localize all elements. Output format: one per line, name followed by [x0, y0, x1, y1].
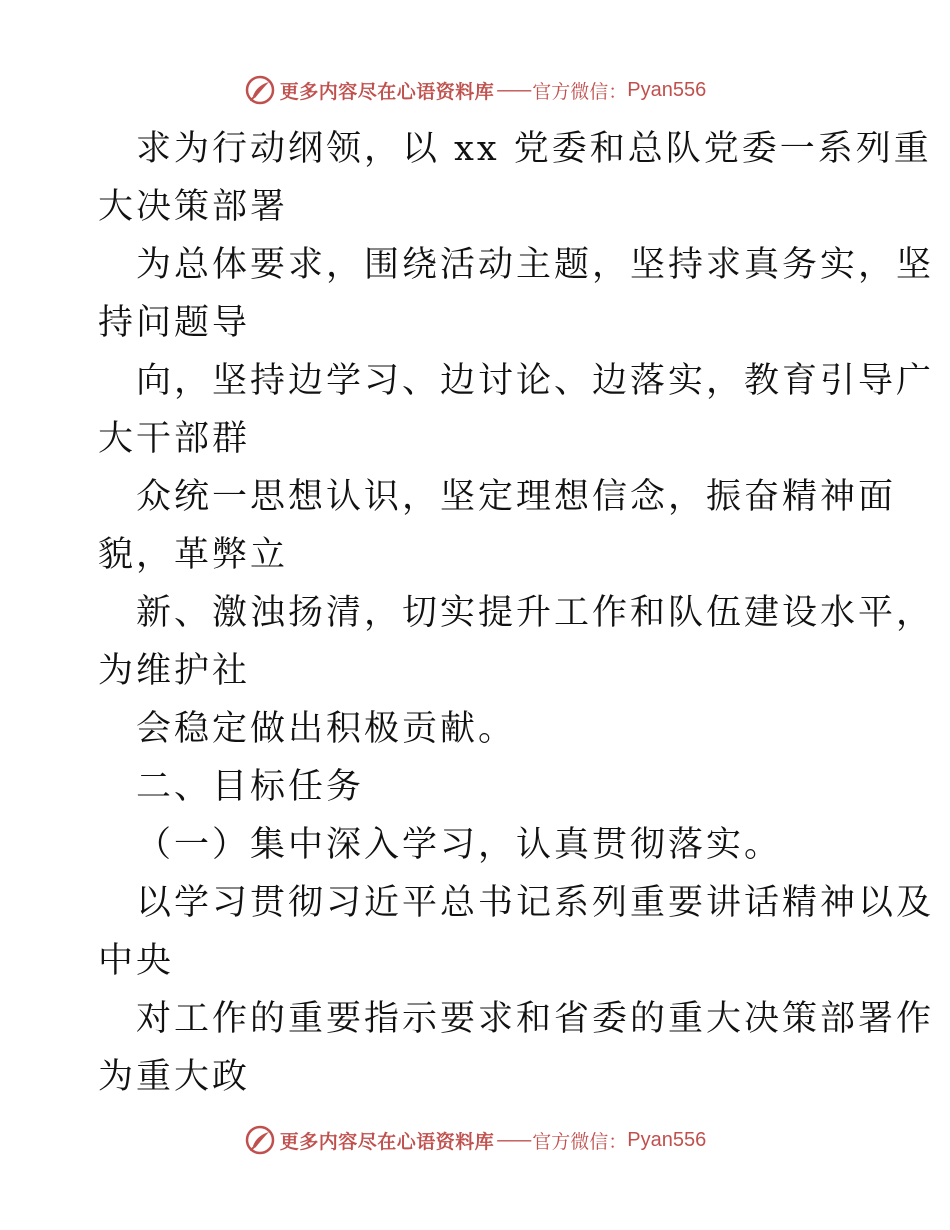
- body-line: 为维护社: [98, 651, 251, 691]
- banner-wechat-id: Pyan556: [627, 78, 707, 101]
- body-line: 以学习贯彻习近平总书记系列重要讲话精神以及: [136, 883, 935, 923]
- body-line: 中央: [98, 941, 175, 981]
- body-line: 求为行动纲领，以 xx 党委和总队党委一系列重: [136, 129, 932, 169]
- footer-banner: [0, 1120, 950, 1160]
- document-body: [98, 120, 935, 1106]
- body-line: 为重大政: [98, 1057, 251, 1097]
- banner-dash: ——: [496, 1129, 531, 1151]
- brand-logo-icon: [244, 1124, 276, 1156]
- body-line: 众统一思想认识，坚定理想信念，振奋精神面: [136, 477, 897, 517]
- body-line: 貌，革弊立: [98, 535, 289, 575]
- banner-main-text: 更多内容尽在心语资料库: [279, 80, 495, 103]
- section-heading: 二、目标任务: [136, 767, 365, 807]
- body-line: 持问题导: [98, 303, 251, 343]
- banner-wechat-label: 官方微信：: [532, 80, 628, 103]
- body-line: 大干部群: [98, 419, 251, 459]
- banner-wechat-id: Pyan556: [627, 1128, 707, 1151]
- body-line: 会稳定做出积极贡献。: [136, 709, 517, 749]
- header-banner: [0, 70, 950, 110]
- body-line: 大决策部署: [98, 187, 289, 227]
- banner-wechat-label: 官方微信：: [532, 1130, 628, 1153]
- body-line: 对工作的重要指示要求和省委的重大决策部署作: [136, 999, 935, 1039]
- body-line: 为总体要求，围绕活动主题，坚持求真务实，坚: [136, 245, 935, 285]
- banner-main-text: 更多内容尽在心语资料库: [279, 1130, 495, 1153]
- body-line: 向，坚持边学习、边讨论、边落实，教育引导广: [136, 361, 935, 401]
- subsection-heading: （一）集中深入学习，认真贯彻落实。: [136, 825, 783, 865]
- brand-logo-icon: [244, 74, 276, 106]
- body-line: 新、激浊扬清，切实提升工作和队伍建设水平，: [136, 593, 935, 633]
- banner-dash: ——: [496, 79, 531, 101]
